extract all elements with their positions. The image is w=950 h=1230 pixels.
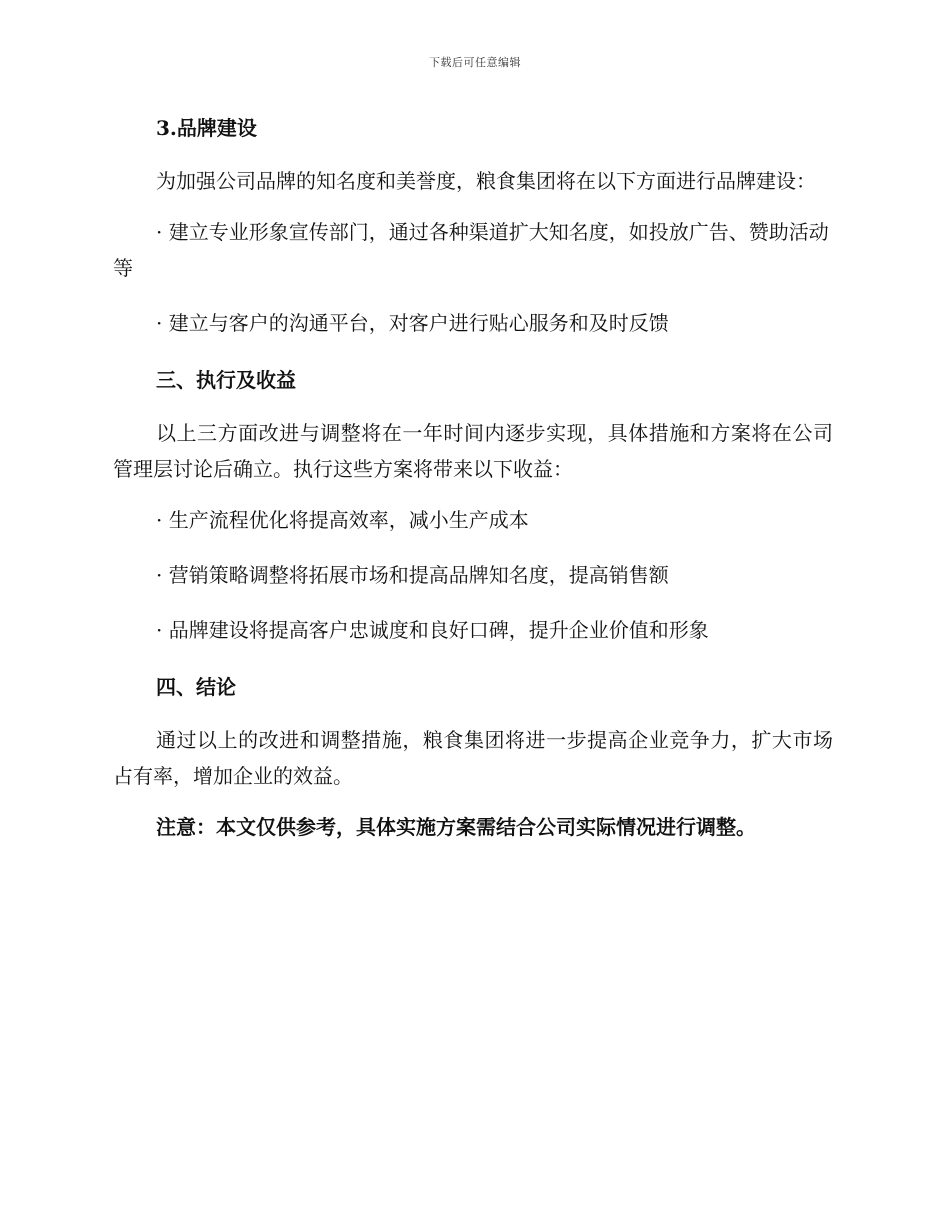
brand-bullet-2: · 建立与客户的沟通平台，对客户进行贴心服务和及时反馈 xyxy=(156,311,669,335)
execution-intro-paragraph: 以上三方面改进与调整将在一年时间内逐步实现，具体措施和方案将在公司管理层讨论后确立。执行这些方案将带来以下收益： xyxy=(113,421,833,481)
brand-intro-paragraph: 为加强公司品牌的知名度和美誉度，粮食集团将在以下方面进行品牌建设： xyxy=(156,169,816,193)
execution-bullet-2: · 营销策略调整将拓展市场和提高品牌知名度，提高销售额 xyxy=(156,563,669,587)
execution-bullet-1: · 生产流程优化将提高效率，减小生产成本 xyxy=(156,508,529,532)
brand-bullet-1: · 建立专业形象宣传部门，通过各种渠道扩大知名度，如投放广告、赞助活动等 xyxy=(113,220,829,280)
page-header: 下载后可任意编辑 xyxy=(429,56,521,69)
document-body xyxy=(113,108,833,845)
conclusion-paragraph: 通过以上的改进和调整措施，粮食集团将进一步提高企业竞争力，扩大市场占有率，增加企业的效益。 xyxy=(113,728,833,788)
section-heading-conclusion: 四、结论 xyxy=(156,675,236,699)
execution-bullet-3: · 品牌建设将提高客户忠诚度和良好口碑，提升企业价值和形象 xyxy=(156,618,709,642)
section-heading-brand: 3.品牌建设 xyxy=(156,116,257,140)
section-heading-execution: 三、执行及收益 xyxy=(156,368,296,392)
disclaimer-note: 注意：本文仅供参考，具体实施方案需结合公司实际情况进行调整。 xyxy=(156,815,756,839)
